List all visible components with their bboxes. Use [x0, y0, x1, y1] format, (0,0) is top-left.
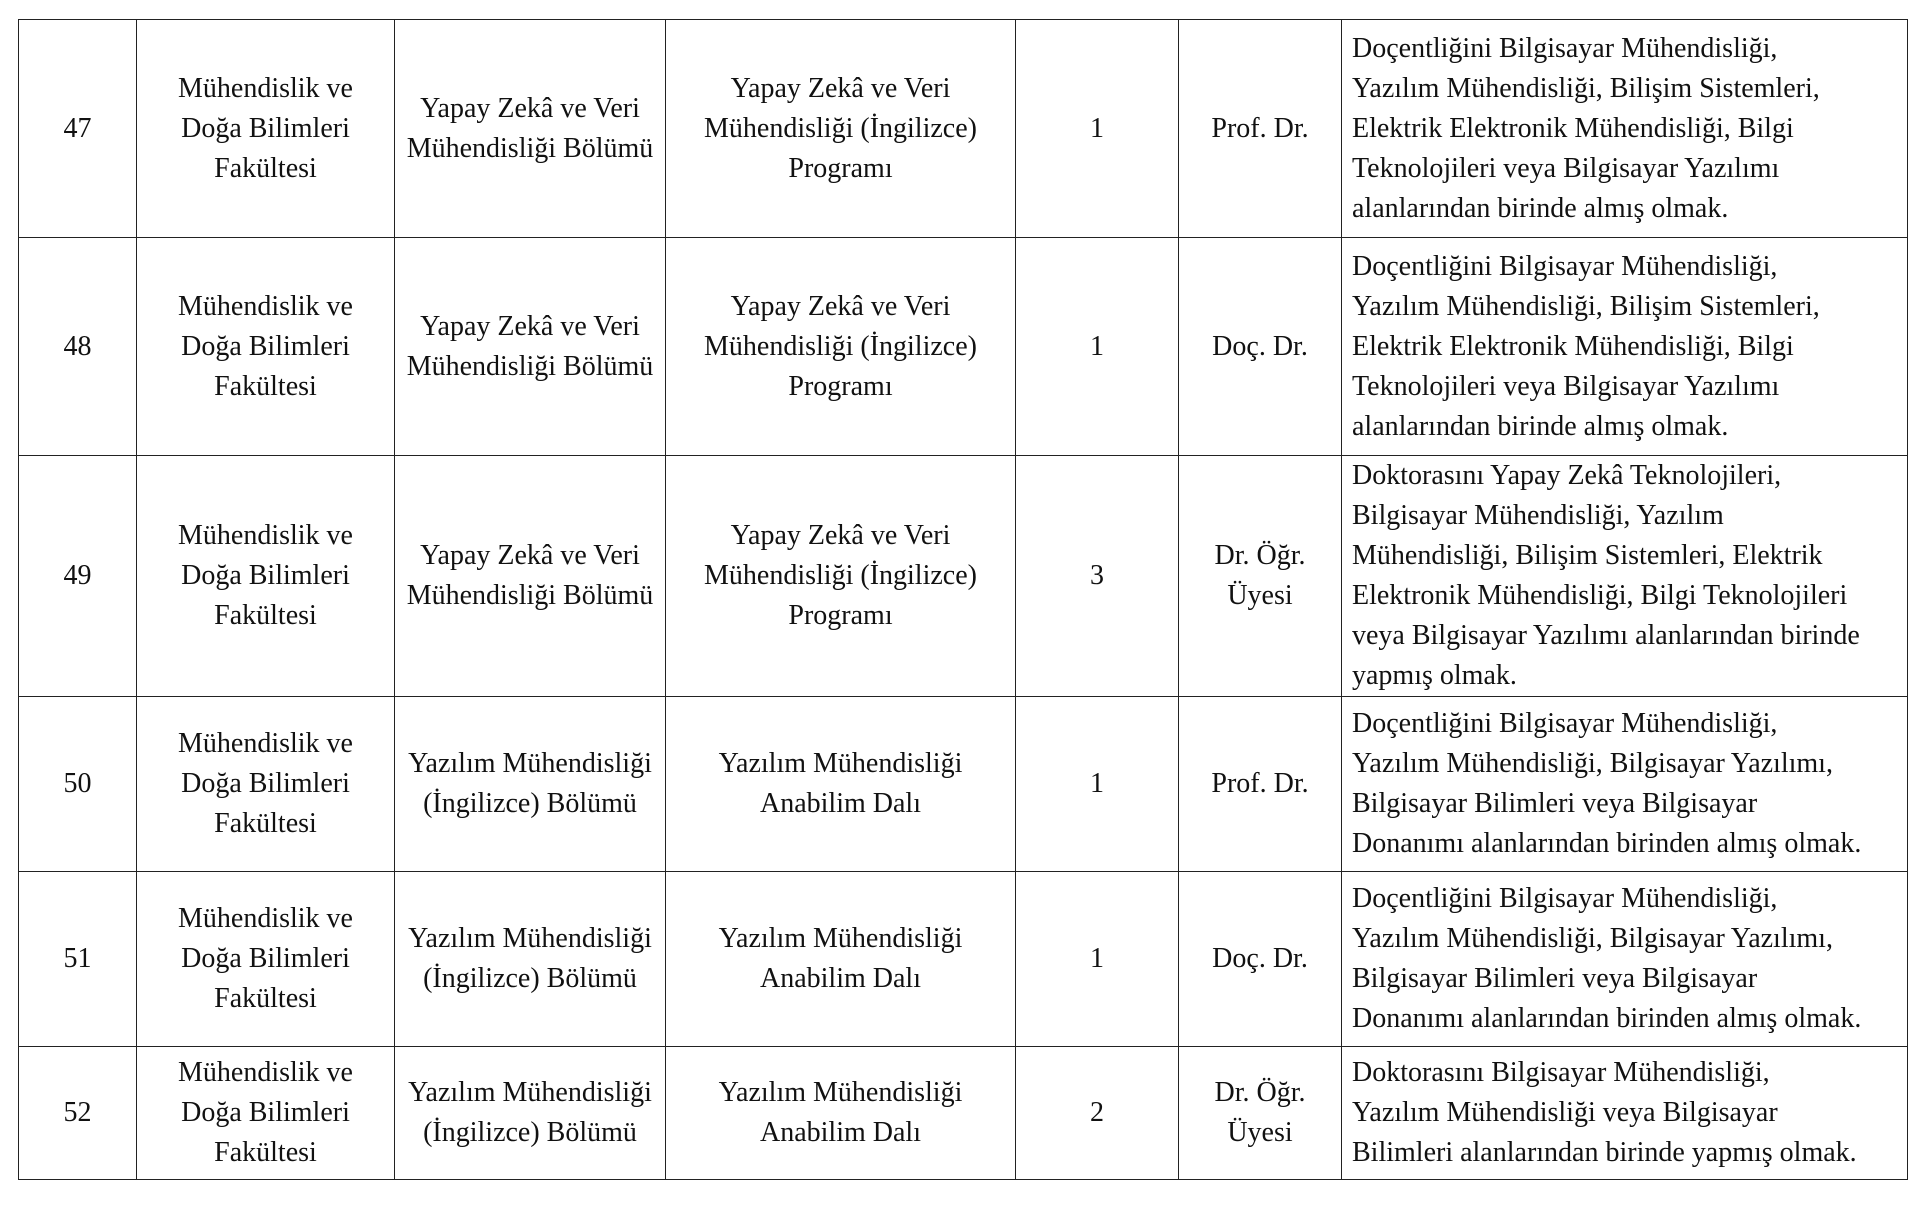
cell-position-count	[1016, 697, 1179, 872]
cell-faculty-line: Doğa Bilimleri	[181, 560, 350, 591]
cell-row-number-text: 47	[63, 112, 92, 144]
cell-faculty-line: Fakültesi	[214, 1137, 317, 1168]
cell-faculty	[137, 697, 395, 872]
cell-program-line: Anabilim Dalı	[760, 963, 921, 994]
cell-department-line: Yapay Zekâ ve Veri	[420, 92, 640, 124]
cell-faculty-line: Doğa Bilimleri	[181, 112, 350, 144]
cell-academic-title	[1179, 1047, 1342, 1180]
cell-row-number	[19, 1047, 137, 1180]
table-row	[19, 20, 1908, 238]
cell-department-line: Yazılım Mühendisliği	[408, 748, 652, 779]
cell-program-line: Mühendisliği (İngilizce)	[704, 330, 977, 362]
cell-faculty-line: Fakültesi	[214, 600, 317, 631]
cell-position-count-text: 1	[1090, 330, 1104, 362]
cell-faculty-line: Fakültesi	[214, 152, 317, 184]
cell-program	[666, 1047, 1016, 1180]
table-row	[19, 238, 1908, 456]
cell-department	[395, 697, 666, 872]
cell-requirement-line: Bilgisayar Mühendisliği, Yazılım	[1352, 500, 1724, 531]
cell-requirement-line: Doçentliğini Bilgisayar Mühendisliği,	[1352, 708, 1778, 739]
cell-academic-title	[1179, 456, 1342, 697]
cell-program-line: Anabilim Dalı	[760, 788, 921, 819]
cell-requirement-line: Doçentliğini Bilgisayar Mühendisliği,	[1352, 32, 1778, 64]
cell-program-line: Mühendisliği (İngilizce)	[704, 112, 977, 144]
cell-program-line: Programı	[788, 600, 893, 631]
cell-department	[395, 456, 666, 697]
cell-requirement-line: alanlarından birinde almış olmak.	[1352, 192, 1729, 224]
cell-department	[395, 1047, 666, 1180]
cell-requirement-line: Yazılım Mühendisliği, Bilişim Sistemleri,	[1352, 72, 1820, 104]
cell-program-line: Mühendisliği (İngilizce)	[704, 560, 977, 591]
cell-faculty	[137, 238, 395, 456]
cell-position-count	[1016, 872, 1179, 1047]
cell-row-number	[19, 872, 137, 1047]
cell-row-number	[19, 697, 137, 872]
cell-faculty-line: Mühendislik ve	[178, 290, 353, 322]
cell-requirement-line: Donanımı alanlarından birinden almış olmak.	[1352, 828, 1862, 859]
cell-requirement-line: Bilgisayar Bilimleri veya Bilgisayar	[1352, 788, 1758, 819]
cell-faculty-line: Doğa Bilimleri	[181, 768, 350, 799]
cell-position-count	[1016, 456, 1179, 697]
cell-academic-title	[1179, 872, 1342, 1047]
cell-department	[395, 238, 666, 456]
cell-requirement	[1342, 697, 1908, 872]
cell-faculty	[137, 1047, 395, 1180]
cell-requirement-line: Elektrik Elektronik Mühendisliği, Bilgi	[1352, 112, 1794, 144]
cell-requirement-line: Elektronik Mühendisliği, Bilgi Teknolojileri	[1352, 580, 1848, 611]
cell-row-number-text: 48	[63, 330, 92, 362]
cell-requirement	[1342, 456, 1908, 697]
cell-requirement-line: Doçentliğini Bilgisayar Mühendisliği,	[1352, 250, 1778, 282]
cell-program	[666, 238, 1016, 456]
cell-program-line: Yazılım Mühendisliği	[718, 923, 963, 954]
cell-requirement-line: Teknolojileri veya Bilgisayar Yazılımı	[1352, 370, 1780, 402]
cell-row-number	[19, 456, 137, 697]
cell-faculty	[137, 872, 395, 1047]
cell-requirement-line: Bilgisayar Bilimleri veya Bilgisayar	[1352, 963, 1758, 994]
cell-position-count	[1016, 238, 1179, 456]
cell-program-line: Yapay Zekâ ve Veri	[730, 290, 951, 322]
cell-program-line: Yapay Zekâ ve Veri	[730, 72, 951, 104]
cell-department-line: Mühendisliği Bölümü	[406, 580, 654, 611]
cell-department-line: Yapay Zekâ ve Veri	[420, 310, 640, 342]
table-body	[19, 20, 1908, 1180]
cell-position-count-text: 1	[1090, 112, 1104, 144]
cell-department-line: Mühendisliği Bölümü	[406, 350, 654, 382]
cell-department	[395, 872, 666, 1047]
cell-requirement-line: Doçentliğini Bilgisayar Mühendisliği,	[1352, 883, 1778, 914]
cell-position-count-text: 3	[1090, 560, 1104, 591]
cell-academic-title-line: Doç. Dr.	[1212, 943, 1308, 974]
cell-position-count	[1016, 1047, 1179, 1180]
cell-requirement	[1342, 238, 1908, 456]
cell-row-number	[19, 238, 137, 456]
cell-department-line: Yazılım Mühendisliği	[408, 923, 652, 954]
cell-academic-title-line: Prof. Dr.	[1211, 112, 1309, 144]
table-row	[19, 697, 1908, 872]
cell-requirement-line: Yazılım Mühendisliği, Bilgisayar Yazılımı,	[1352, 748, 1833, 779]
cell-requirement-line: Yazılım Mühendisliği, Bilgisayar Yazılımı,	[1352, 923, 1833, 954]
cell-academic-title-line: Üyesi	[1227, 1117, 1293, 1148]
cell-academic-title-line: Doç. Dr.	[1212, 330, 1308, 362]
cell-requirement-line: veya Bilgisayar Yazılımı alanlarından birinde	[1352, 620, 1860, 651]
cell-requirement-line: Bilimleri alanlarından birinde yapmış olmak.	[1352, 1137, 1857, 1168]
cell-department	[395, 20, 666, 238]
cell-requirement-line: Doktorasını Yapay Zekâ Teknolojileri,	[1352, 460, 1782, 491]
cell-requirement-line: Donanımı alanlarından birinden almış olmak.	[1352, 1003, 1862, 1034]
cell-department-line: Yapay Zekâ ve Veri	[420, 540, 640, 571]
table-row	[19, 872, 1908, 1047]
cell-academic-title-line: Prof. Dr.	[1211, 768, 1309, 799]
cell-faculty-line: Mühendislik ve	[178, 72, 353, 104]
cell-academic-title-line: Dr. Öğr.	[1214, 540, 1306, 571]
cell-department-line: (İngilizce) Bölümü	[423, 963, 637, 994]
table-row	[19, 1047, 1908, 1180]
cell-requirement-line: Yazılım Mühendisliği veya Bilgisayar	[1352, 1097, 1778, 1128]
cell-program-line: Anabilim Dalı	[760, 1117, 921, 1148]
cell-program-line: Yazılım Mühendisliği	[718, 748, 963, 779]
cell-faculty-line: Mühendislik ve	[178, 903, 353, 934]
cell-position-count-text: 1	[1090, 943, 1104, 974]
cell-program	[666, 20, 1016, 238]
cell-department-line: Yazılım Mühendisliği	[408, 1077, 652, 1108]
cell-department-line: (İngilizce) Bölümü	[423, 788, 637, 819]
cell-program-line: Programı	[788, 152, 893, 184]
cell-requirement-line: alanlarından birinde almış olmak.	[1352, 410, 1729, 442]
cell-faculty-line: Fakültesi	[214, 808, 317, 839]
cell-row-number-text: 51	[63, 943, 92, 974]
cell-requirement	[1342, 1047, 1908, 1180]
cell-faculty-line: Fakültesi	[214, 370, 317, 402]
positions-table	[18, 19, 1908, 1180]
cell-row-number-text: 52	[63, 1097, 92, 1128]
cell-position-count	[1016, 20, 1179, 238]
cell-department-line: Mühendisliği Bölümü	[406, 132, 654, 164]
cell-program	[666, 697, 1016, 872]
cell-academic-title-line: Dr. Öğr.	[1214, 1077, 1306, 1108]
cell-program-line: Yapay Zekâ ve Veri	[730, 520, 951, 551]
cell-position-count-text: 2	[1090, 1097, 1104, 1128]
cell-requirement-line: yapmış olmak.	[1352, 660, 1517, 691]
cell-academic-title	[1179, 697, 1342, 872]
cell-faculty	[137, 20, 395, 238]
cell-row-number-text: 50	[63, 768, 92, 799]
cell-requirement-line: Yazılım Mühendisliği, Bilişim Sistemleri,	[1352, 290, 1820, 322]
cell-requirement	[1342, 20, 1908, 238]
cell-requirement-line: Teknolojileri veya Bilgisayar Yazılımı	[1352, 152, 1780, 184]
cell-requirement-line: Mühendisliği, Bilişim Sistemleri, Elektrik	[1352, 540, 1823, 571]
cell-faculty	[137, 456, 395, 697]
cell-department-line: (İngilizce) Bölümü	[423, 1117, 637, 1148]
table-row	[19, 456, 1908, 697]
cell-faculty-line: Doğa Bilimleri	[181, 943, 350, 974]
cell-program-line: Yazılım Mühendisliği	[718, 1077, 963, 1108]
cell-position-count-text: 1	[1090, 768, 1104, 799]
cell-requirement	[1342, 872, 1908, 1047]
cell-faculty-line: Doğa Bilimleri	[181, 1097, 350, 1128]
cell-program	[666, 456, 1016, 697]
cell-faculty-line: Mühendislik ve	[178, 728, 353, 759]
cell-requirement-line: Elektrik Elektronik Mühendisliği, Bilgi	[1352, 330, 1794, 362]
cell-program-line: Programı	[788, 370, 893, 402]
cell-academic-title-line: Üyesi	[1227, 580, 1293, 611]
cell-faculty-line: Doğa Bilimleri	[181, 330, 350, 362]
cell-program	[666, 872, 1016, 1047]
cell-academic-title	[1179, 20, 1342, 238]
cell-requirement-line: Doktorasını Bilgisayar Mühendisliği,	[1352, 1057, 1770, 1088]
cell-academic-title	[1179, 238, 1342, 456]
cell-row-number	[19, 20, 137, 238]
cell-faculty-line: Fakültesi	[214, 983, 317, 1014]
cell-faculty-line: Mühendislik ve	[178, 520, 353, 551]
cell-row-number-text: 49	[63, 560, 92, 591]
cell-faculty-line: Mühendislik ve	[178, 1057, 353, 1088]
